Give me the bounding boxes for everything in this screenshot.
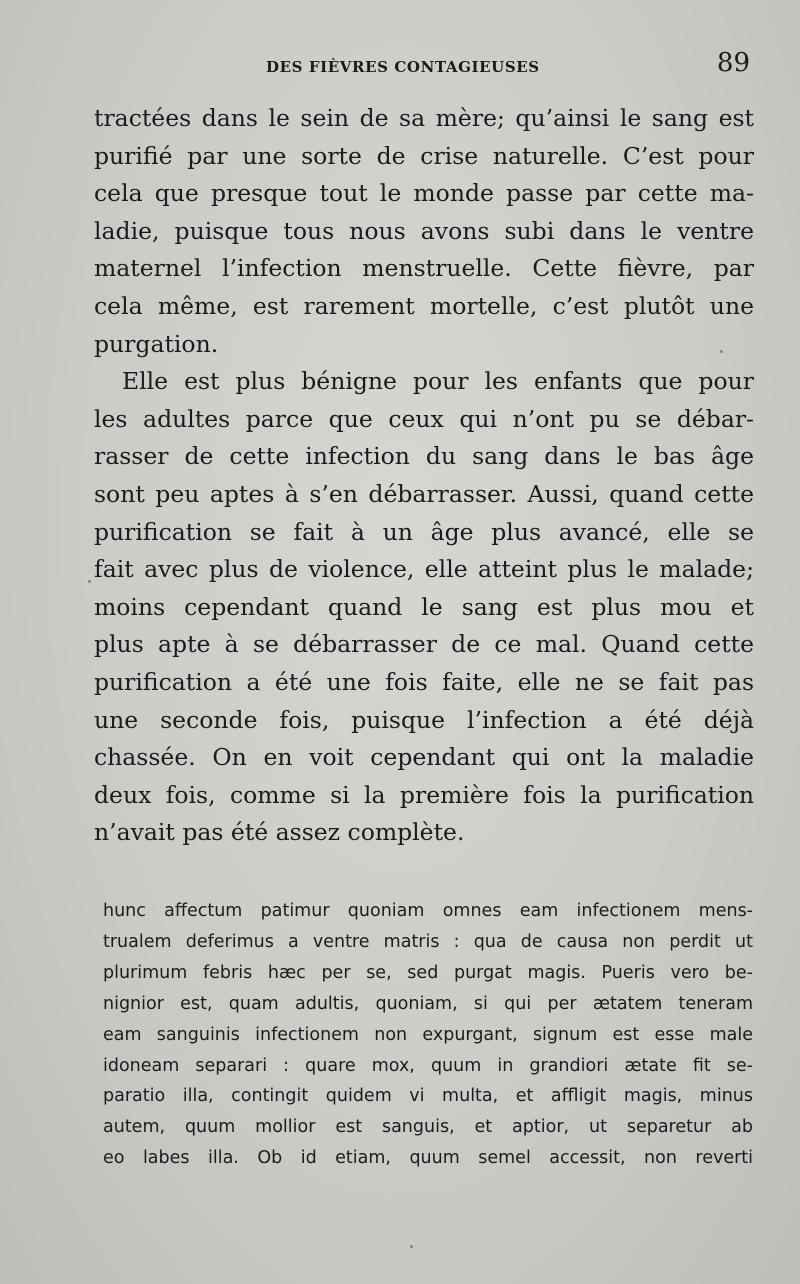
footnote-line: autem, quum mollior est sanguis, et aptior, ut separetur ab xyxy=(103,1117,753,1138)
text-line: chassée. On en voit cependant qui ont la maladie xyxy=(94,743,754,772)
page-header xyxy=(100,48,750,86)
text-line: cela même, est rarement mortelle, c’est plutôt une xyxy=(94,291,754,320)
text-line: plus apte à se débarrasser de ce mal. Quand cette xyxy=(94,630,754,659)
text-line: sont peu aptes à s’en débarrasser. Aussi, quand cette xyxy=(94,479,754,508)
paragraph-1 xyxy=(94,100,754,363)
text-line: fait avec plus de violence, elle atteint plus le malade; xyxy=(94,555,754,584)
latin-footnote xyxy=(103,896,753,1174)
footnote-line: eam sanguinis infectionem non expurgant, signum est esse male xyxy=(103,1024,753,1045)
footnote-line: hunc affectum patimur quoniam omnes eam infectionem mens- xyxy=(103,901,753,921)
page-number: 89 xyxy=(716,48,750,78)
text-line: une seconde fois, puisque l’infection a été déjà xyxy=(94,705,754,734)
footnote-line: nignior est, quam adultis, quoniam, si qui per ætatem teneram xyxy=(103,993,753,1014)
paper-speck xyxy=(88,580,91,583)
text-line: les adultes parce que ceux qui n’ont pu se débar- xyxy=(94,404,754,433)
text-line: purgation. xyxy=(94,329,219,358)
text-line: deux fois, comme si la première fois la purification xyxy=(94,780,754,809)
paper-speck xyxy=(720,350,723,353)
text-line: purification se fait à un âge plus avancé, elle se xyxy=(94,517,754,546)
text-line: cela que presque tout le monde passe par cette ma- xyxy=(94,179,754,208)
text-line: maternel l’infection menstruelle. Cette fièvre, par xyxy=(94,254,754,283)
footnote-line: trualem deferimus a ventre matris : qua de causa non perdit ut xyxy=(103,931,753,952)
text-line: purifié par une sorte de crise naturelle. C’est pour xyxy=(94,141,754,170)
text-line: Elle est plus bénigne pour les enfants que pour xyxy=(122,367,754,396)
text-line: rasser de cette infection du sang dans le bas âge xyxy=(94,442,754,471)
footnote-line: paratio illa, contingit quidem vi multa, et affligit magis, minus xyxy=(103,1086,753,1107)
text-line: purification a été une fois faite, elle ne se fait pas xyxy=(94,667,754,696)
text-line: ladie, puisque tous nous avons subi dans le ventre xyxy=(94,216,754,245)
running-title: DES FIÈVRES CONTAGIEUSES xyxy=(266,58,540,76)
main-text xyxy=(94,100,754,852)
text-line: moins cependant quand le sang est plus mou et xyxy=(94,592,754,621)
text-line: n’avait pas été assez complète. xyxy=(94,818,465,847)
footnote-line: eo labes illa. Ob id etiam, quum semel accessit, non reverti xyxy=(103,1148,753,1169)
text-line: tractées dans le sein de sa mère; qu’ainsi le sang est xyxy=(94,104,754,132)
footnote-line: idoneam separari : quare mox, quum in grandiori ætate fit se- xyxy=(103,1055,753,1076)
paper-speck xyxy=(410,1245,413,1248)
paragraph-2 xyxy=(94,363,754,852)
footnote-line: plurimum febris hæc per se, sed purgat magis. Pueris vero be- xyxy=(103,962,753,983)
